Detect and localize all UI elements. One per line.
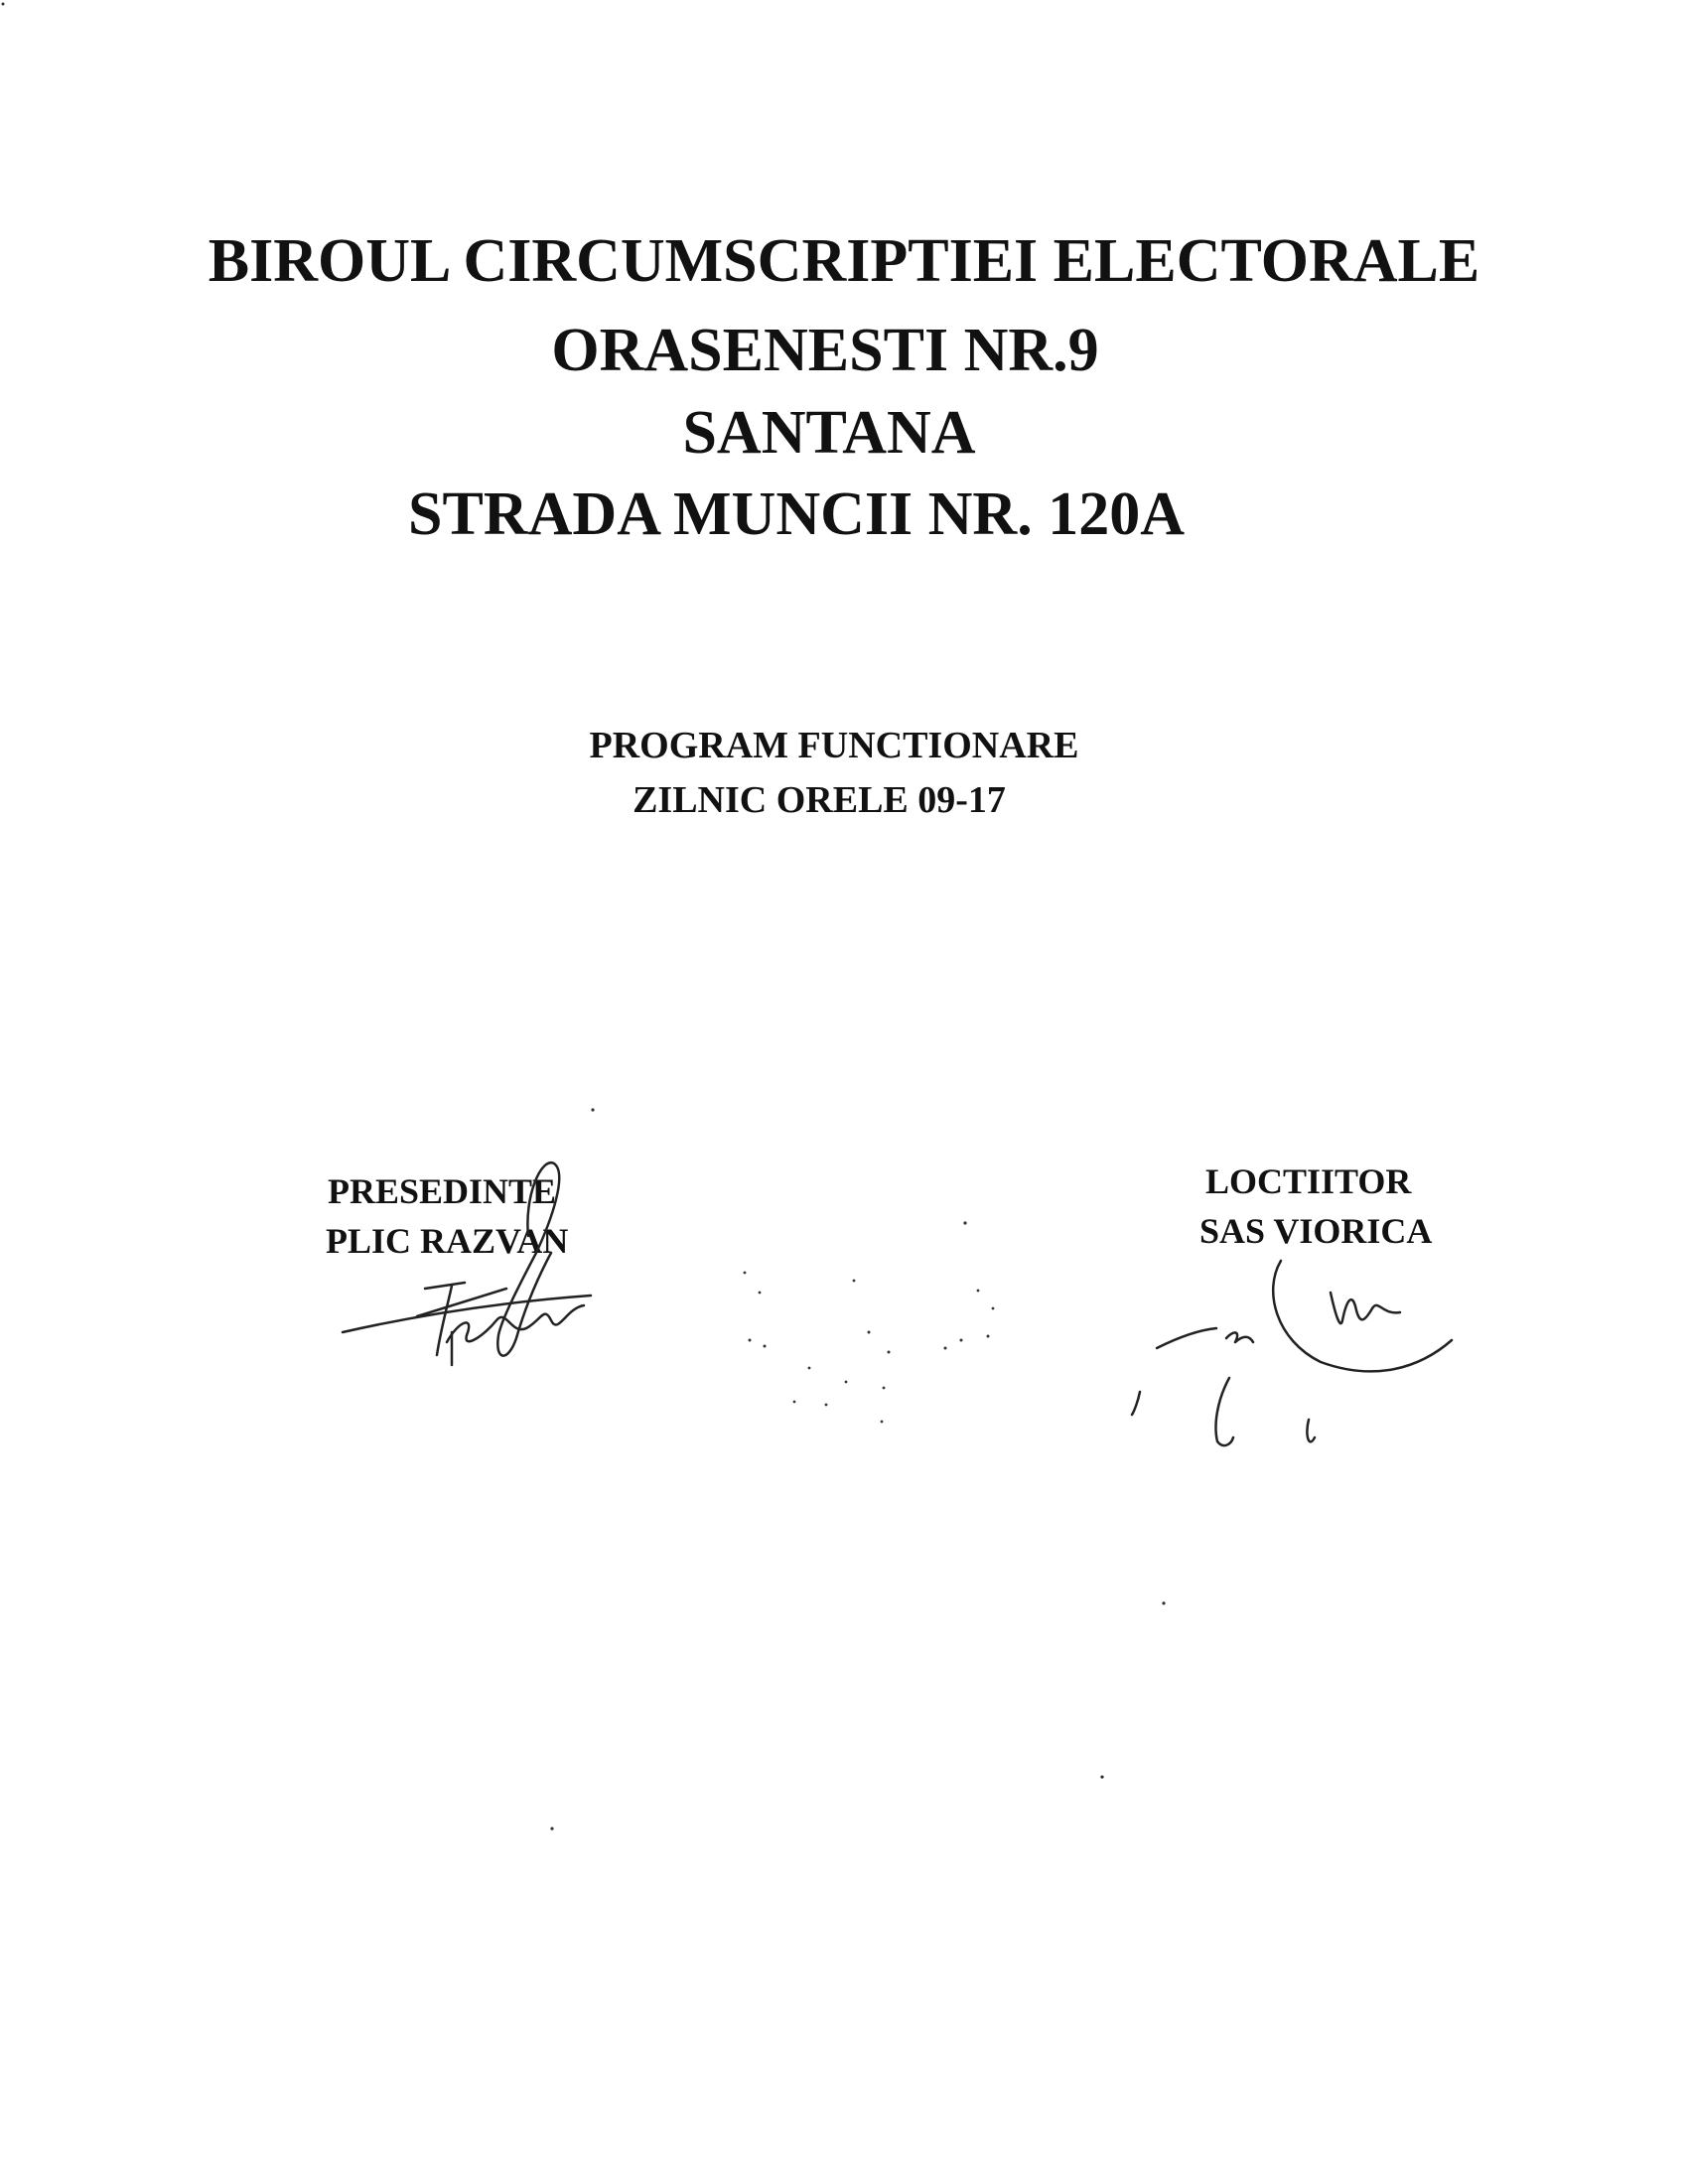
president-name: PLIC RAZVAN <box>326 1221 569 1261</box>
president-role: PRESEDINTE <box>328 1171 557 1211</box>
deputy-role: LOCTIITOR <box>1205 1161 1412 1201</box>
deputy-signature <box>1132 1261 1452 1445</box>
deputy-name: SAS VIORICA <box>1199 1211 1433 1251</box>
heading-address: STRADA MUNCII NR. 120A <box>408 480 1185 548</box>
program-title: PROGRAM FUNCTIONARE <box>589 725 1079 766</box>
heading-institution: BIROUL CIRCUMSCRIPTIEI ELECTORALE <box>208 227 1480 295</box>
heading-locality: SANTANA <box>682 399 976 467</box>
heading-circumscription: ORASENESTI NR.9 <box>551 317 1099 384</box>
program-hours: ZILNIC ORELE 09-17 <box>633 779 1006 821</box>
